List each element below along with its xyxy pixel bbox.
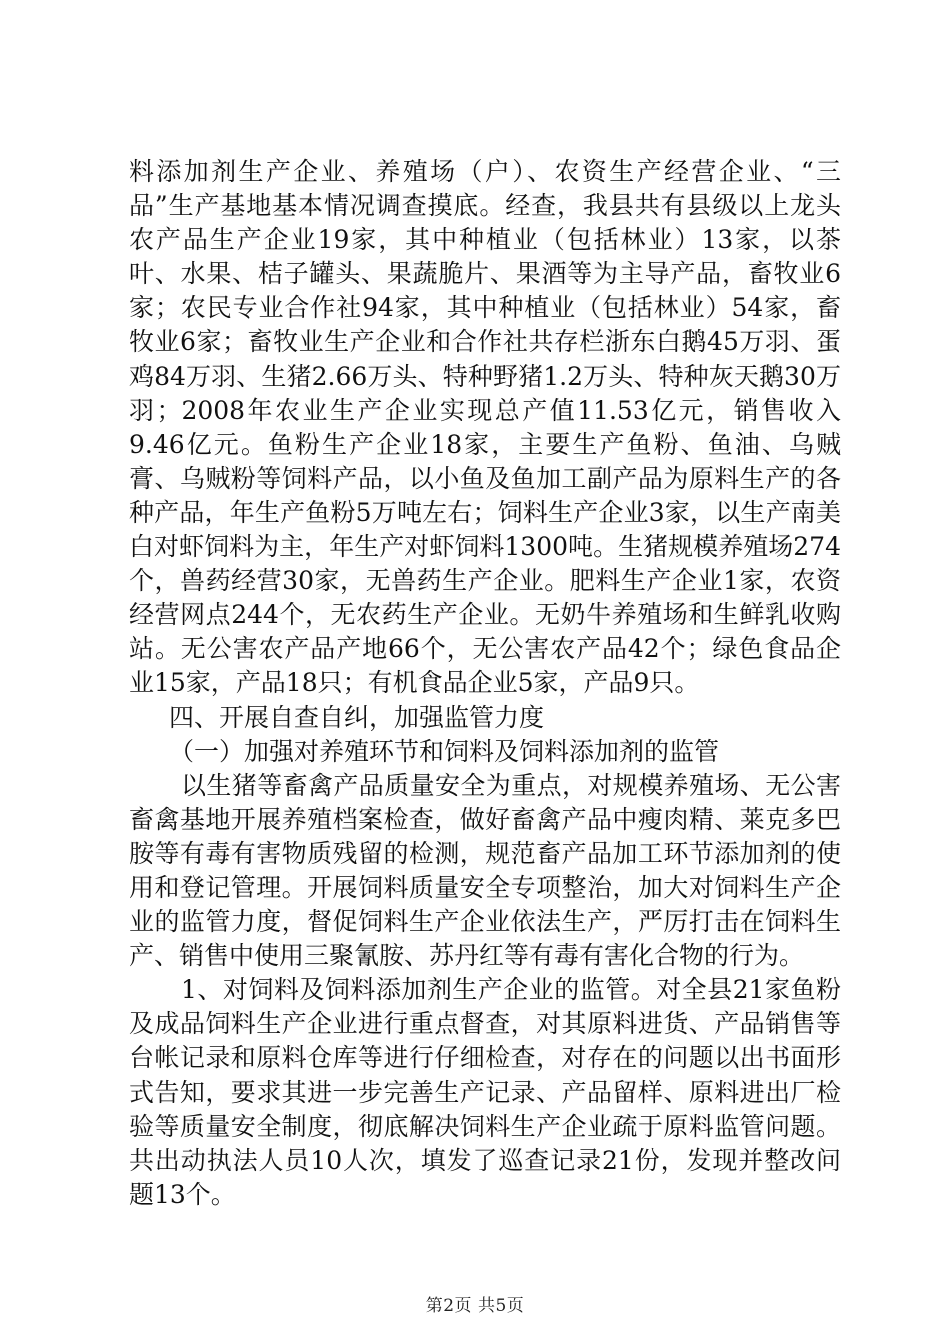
document-body: [129, 155, 841, 1212]
paragraph-livestock-supervision: 以生猪等畜禽产品质量安全为重点，对规模养殖场、无公害畜禽基地开展养殖档案检查，做好畜禽产品中瘦肉精、莱克多巴胺等有毒有害物质残留的检测，规范畜产品加工环节添加剂的使用和登记管理。开展饲料质量安全专项整治，加大对饲料生产企业的监管力度，督促饲料生产企业依法生产，严厉打击在饲料生产、销售中使用三聚氰胺、苏丹红等有毒有害化合物的行为。: [129, 770, 841, 971]
page-footer: 第2页 共5页: [425, 1296, 525, 1316]
paragraph-continuation: 料添加剂生产企业、养殖场（户）、农资生产经营企业、“三品”生产基地基本情况调查摸底。经查，我县共有县级以上龙头农产品生产企业19家，其中种植业（包括林业）13家，以茶叶、水果、桔子罐头、果蔬脆片、果酒等为主导产品，畜牧业6家；农民专业合作社94家，其中种植业（包括林业）54家，畜牧业6家；畜牧业生产企业和合作社共存栏浙东白鹅45万羽、蛋鸡84万羽、生猪2.66万头、特种野猪1.2万头、特种灰天鹅30万羽；2008年农业生产企业实现总产值11.53亿元，销售收入9.46亿元。鱼粉生产企业18家，主要生产鱼粉、鱼油、乌贼膏、乌贼粉等饲料产品，以小鱼及鱼加工副产品为原料生产的各种产品，年生产鱼粉5万吨左右；饲料生产企业3家，以生产南美白对虾饲料为主，年生产对虾饲料1300吨。生猪规模养殖场274个，兽药经营30家，无兽药生产企业。肥料生产企业1家，农资经营网点244个，无农药生产企业。无奶牛养殖场和生鲜乳收购站。无公害农产品产地66个，无公害农产品42个；绿色食品企业15家，产品18只；有机食品企业5家，产品9只。: [129, 157, 841, 698]
subsection-heading: （一）加强对养殖环节和饲料及饲料添加剂的监管: [169, 736, 720, 766]
section-heading: 四、开展自查自纠，加强监管力度: [169, 702, 545, 732]
paragraph-feed-enterprise-supervision: 1、对饲料及饲料添加剂生产企业的监管。对全县21家鱼粉及成品饲料生产企业进行重点督查，对其原料进货、产品销售等台帐记录和原料仓库等进行仔细检查，对存在的问题以出书面形式告知，要求其进一步完善生产记录、产品留样、原料进出厂检验等质量安全制度，彻底解决饲料生产企业疏于原料监管问题。共出动执法人员10人次，填发了巡查记录21份，发现并整改问题13个。: [129, 975, 841, 1209]
